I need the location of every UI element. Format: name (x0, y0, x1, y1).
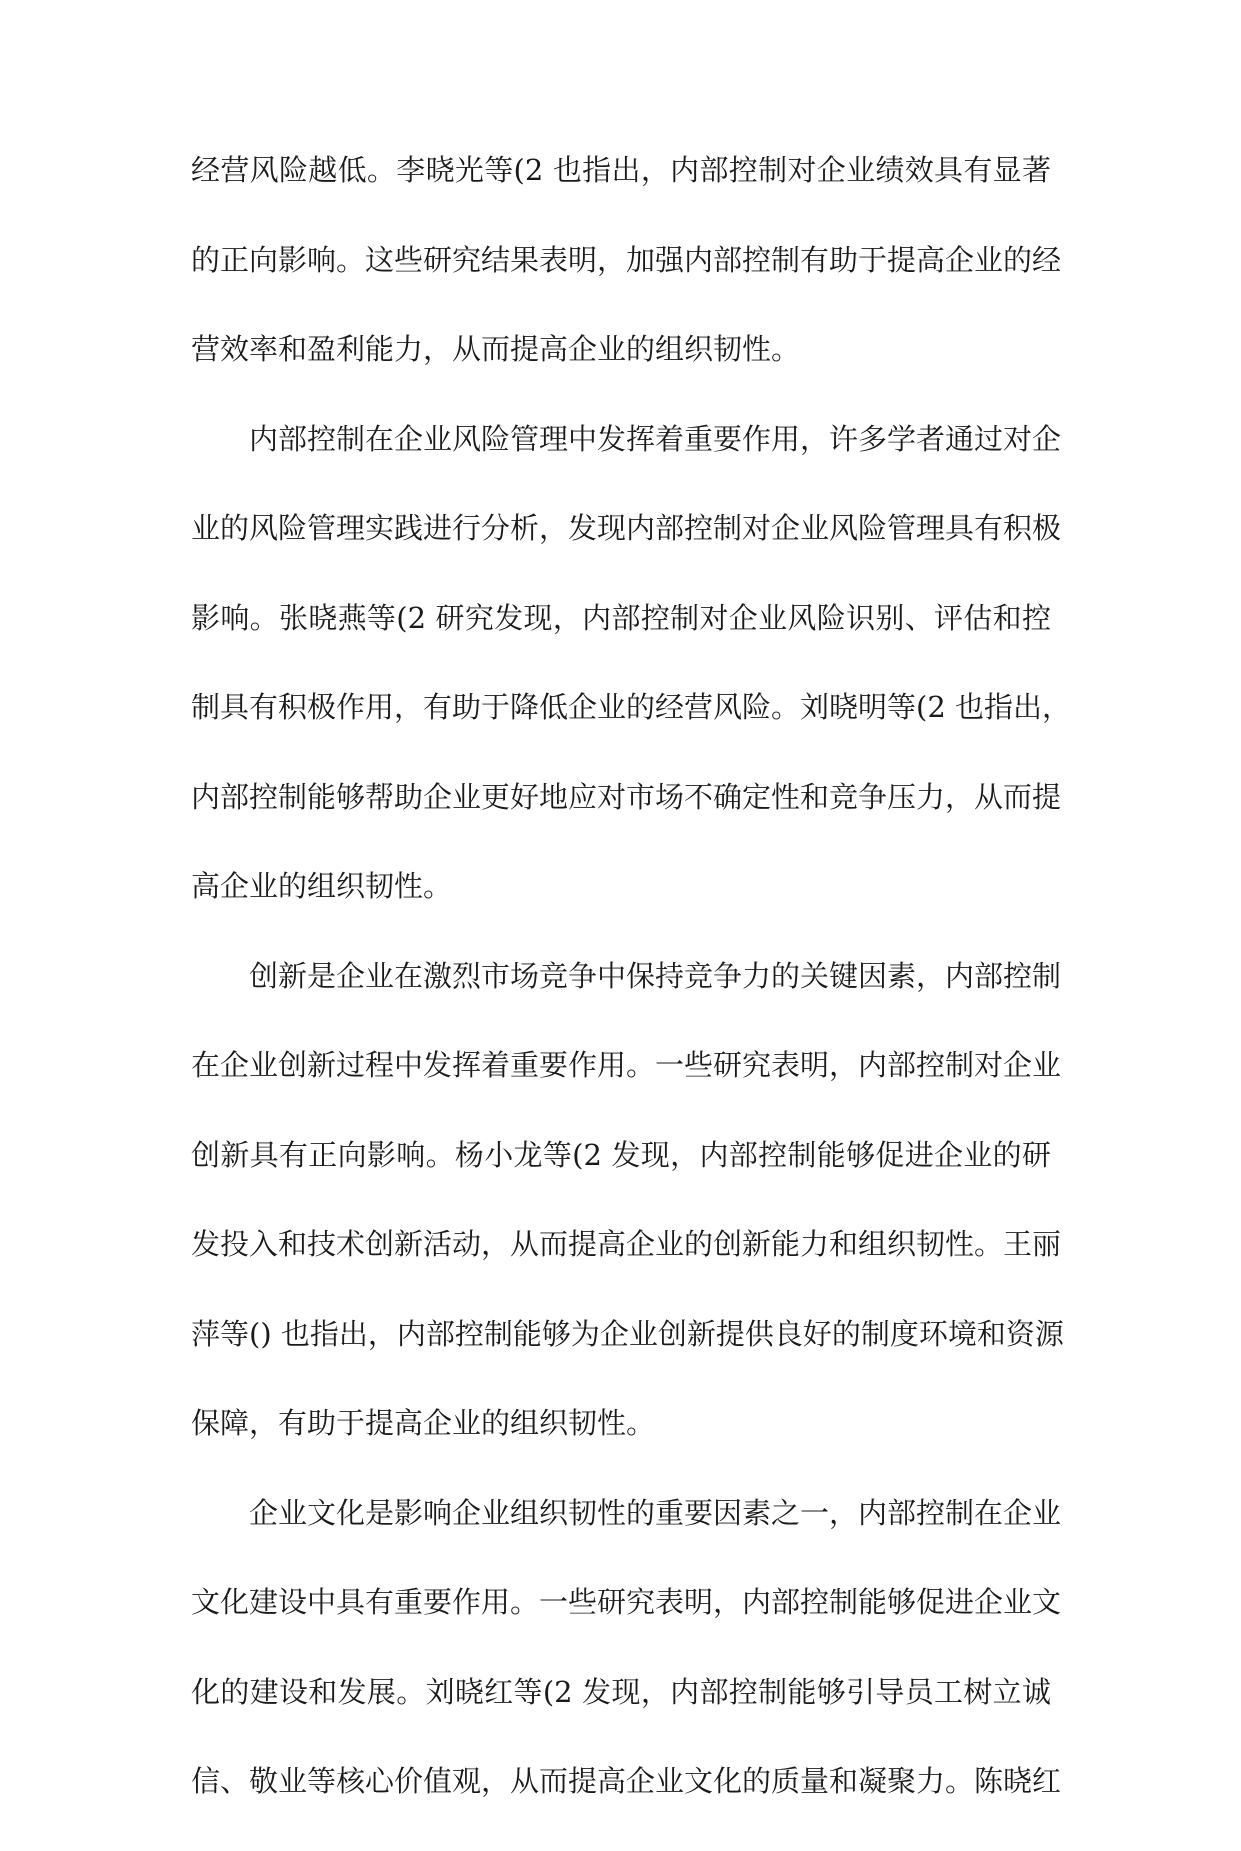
text-line: 制具有积极作用，有助于降低企业的经营风险。刘晓明等(2 也指出， (191, 690, 1071, 724)
text-line: 创新是企业在激烈市场竞争中保持竞争力的关键因素，内部控制 (249, 958, 1062, 993)
text-line: 内部控制在企业风险管理中发挥着重要作用，许多学者通过对企 (249, 421, 1062, 456)
text-line: 企业文化是影响企业组织韧性的重要因素之一，内部控制在企业 (249, 1495, 1062, 1530)
text-line: 文化建设中具有重要作用。一些研究表明，内部控制能够促进企业文 (191, 1585, 1062, 1619)
text-line: 营效率和盈利能力，从而提高企业的组织韧性。 (191, 332, 801, 366)
text-line: 信、敬业等核心价值观，从而提高企业文化的质量和凝聚力。陈晓红 (191, 1764, 1062, 1798)
text-line: 影响。张晓燕等(2 研究发现，内部控制对企业风险识别、评估和控 (191, 600, 1051, 635)
text-line: 化的建设和发展。刘晓红等(2 发现，内部控制能够引导员工树立诚 (191, 1674, 1051, 1709)
text-line: 经营风险越低。李晓光等(2 也指出，内部控制对企业绩效具有显著 (191, 153, 1051, 187)
text-line: 业的风险管理实践进行分析，发现内部控制对企业风险管理具有积极 (191, 511, 1062, 545)
text-line: 发投入和技术创新活动，从而提高企业的创新能力和组织韧性。王丽 (191, 1227, 1062, 1261)
body-text (191, 150, 1071, 1851)
text-line: 内部控制能够帮助企业更好地应对市场不确定性和竞争压力，从而提 (191, 779, 1062, 814)
text-line: 的正向影响。这些研究结果表明，加强内部控制有助于提高企业的经 (191, 242, 1062, 277)
text-line: 创新具有正向影响。杨小龙等(2 发现，内部控制能够促进企业的研 (191, 1137, 1051, 1172)
text-line: 高企业的组织韧性。 (191, 869, 453, 903)
text-line: 保障，有助于提高企业的组织韧性。 (191, 1406, 656, 1440)
text-line: 在企业创新过程中发挥着重要作用。一些研究表明，内部控制对企业 (191, 1048, 1062, 1082)
text-line: 萍等() 也指出，内部控制能够为企业创新提供良好的制度环境和资源 (191, 1316, 1064, 1351)
